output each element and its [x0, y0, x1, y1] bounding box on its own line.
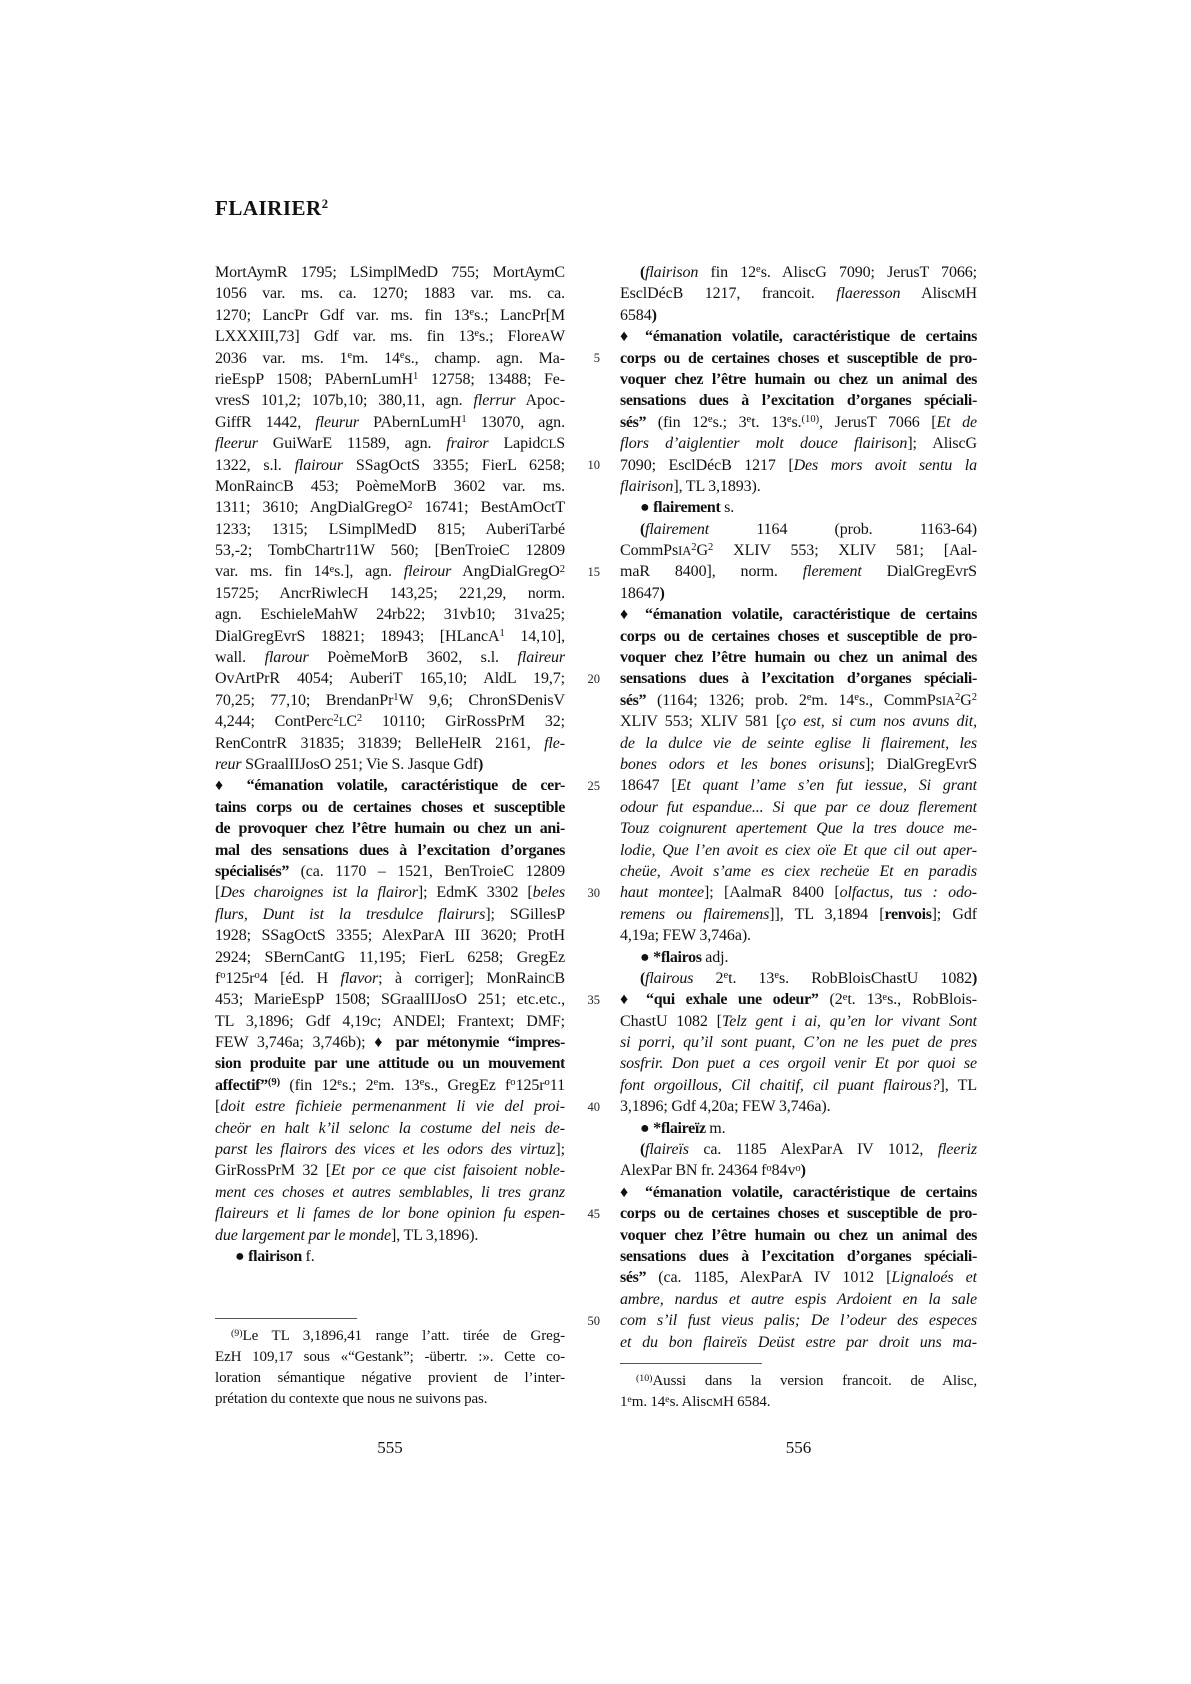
left-column-line: 4,244; $ContPerc^2LC^2$ 10110; GirRossPrM 32; — [215, 713, 565, 731]
right-column-line: 4,19a; FEW 3,746a). — [620, 927, 751, 945]
left-column-line: 1311; 3610; AngDialGregO$^2$ 16741; BestAmOctT — [215, 499, 565, 517]
right-column-line: maR 8400], norm. flerement DialGregEvrS — [620, 563, 977, 581]
right-column-line: AlexPar BN fr. 24364 $f^o84v^o$) — [620, 1162, 806, 1180]
left-column-line: due largement par le monde], TL 3,1896). — [215, 1226, 479, 1244]
left-column-line: 2924; SBernCantG 11,195; FierL 6258; GregEz — [215, 948, 565, 966]
right-column-line: (flaireïs ca. 1185 AlexParA IV 1012, fleeriz — [640, 1141, 977, 1159]
left-column-line: vresS 101,2; 107b,10; 380,11, agn. flerrur Apoc- — [215, 392, 565, 410]
right-column-line: font orgoillous, Cil chaitif, cil puant flairous?], TL — [620, 1076, 977, 1094]
footnote-line: prétation du contexte que nous ne suivons pas. — [215, 1391, 488, 1407]
left-column-line: GirRossPrM 32 [Et por ce que cist faisoient noble- — [215, 1162, 565, 1180]
left-column-line: rieEspP 1508; PAbernLumH$^1$ 12758; 13488; Fe- — [215, 370, 565, 388]
footnote-separator-left — [215, 1318, 357, 1319]
right-column-line: sés” (ca. 1185, AlexParA IV 1012 [Lignaloés et — [620, 1269, 977, 1287]
line-number: 40 — [587, 1099, 600, 1114]
page-headword — [215, 196, 328, 220]
right-column-line: 6584) — [620, 306, 657, 324]
right-column-line: sensations dues à l’excitation d’organes spéciali- — [620, 670, 977, 688]
left-column-line: MonRainCB 453; PoèmeMorB 3602 var. ms. — [215, 477, 565, 495]
left-column-line: 1270; LancPr Gdf var. ms. fin 13es.; LancPr[M — [215, 306, 565, 324]
left-column-line: flaireurs et li fames de lor bone opinion fu espen- — [215, 1205, 565, 1223]
right-column-line: ● *flaireïz m. — [640, 1119, 726, 1137]
left-column-line: ♦ “émanation volatile, caractéristique de cer- — [215, 777, 565, 795]
right-column-line: 18647 [Et quant l’ame s’en fut iessue, Si grant — [620, 777, 977, 795]
left-column-line: 1233; 1315; LSimplMedD 815; AuberiTarbé — [215, 520, 565, 538]
right-column-line: EsclDécB 1217, francoit. flaeresson AliscMH — [620, 285, 977, 303]
left-column-line: RenContrR 31835; 31839; BelleHelR 2161, fle- — [215, 734, 565, 752]
right-column-line: (flairous 2et. 13es. RobBloisChastU 1082) — [640, 969, 977, 987]
line-number: 45 — [587, 1206, 600, 1221]
right-column-line: de la dulce vie de seinte eglise li flairement, les — [620, 734, 977, 752]
left-column-line: LXXXIII,73] Gdf var. ms. fin 13es.; FloreAW — [215, 328, 565, 346]
right-column-line: voquer chez l’être humain ou chez un animal des — [620, 649, 977, 667]
right-column-line: 3,1896; Gdf 4,20a; FEW 3,746a). — [620, 1098, 831, 1116]
left-column-line: [Des charoignes ist la flairor]; EdmK 3302 [beles — [215, 884, 565, 902]
page-number-right: 556 — [785, 1438, 812, 1457]
left-column-line: de provoquer chez l’être humain ou chez un ani- — [215, 820, 565, 838]
right-column-line: et du bon flaireïs Deüst estre par droit uns ma- — [620, 1333, 977, 1351]
left-column-line: OvArtPrR 4054; AuberiT 165,10; AldL 19,7; — [215, 670, 565, 688]
right-column-line: flors d’aiglentier molt douce flairison]; AliscG — [620, 435, 977, 453]
right-column-line: si porri, qu’il sont puant, C’on ne les puet de pres — [620, 1034, 977, 1052]
line-number: 35 — [587, 992, 600, 1007]
right-column-line: com s’il fust vieus palis; De l’odeur des especes — [620, 1312, 977, 1330]
right-column-line: odour fut espandue... Si que par ce douz flerement — [620, 798, 977, 816]
right-column-line: lodie, Que l’en avoit es ciex oïe Et que cil out aper- — [620, 841, 977, 859]
right-column-line: sosfrir. Don puet a ces orgoil venir Et por quoi se — [620, 1055, 977, 1073]
right-column-line: 7090; EsclDécB 1217 [Des mors avoit sentu la — [620, 456, 977, 474]
line-number: 25 — [587, 778, 600, 793]
right-column-line: Touz coignurent apertement Que la tres douce me- — [620, 820, 977, 838]
left-column-line: $f^o125r^o4$ [éd. H flavor; à corriger]; MonRainCB — [215, 969, 565, 987]
right-column-line: (flairement 1164 (prob. 1163-64) — [640, 520, 977, 538]
right-column — [620, 262, 977, 1353]
left-column-line: 53,-2; TombChartr11W 560; [BenTroieC 12809 — [215, 542, 565, 560]
line-number: 30 — [587, 885, 600, 900]
right-column-line: corps ou de certaines choses et susceptible de pro- — [620, 627, 977, 645]
left-column-line: reur SGraalIIJosO 251; Vie S. Jasque Gdf) — [215, 755, 483, 773]
gutter-line-numbers — [570, 262, 600, 1362]
right-column-line: remens ou flairemens]], TL 3,1894 [renvois]; Gdf — [620, 905, 977, 923]
footnote-separator-right — [620, 1363, 762, 1364]
headword-superscript: 2 — [321, 197, 328, 212]
right-column-line: flairison], TL 3,1893). — [620, 477, 761, 495]
right-column-line: sés” (1164; 1326; prob. 2em. 14es., $CommPsIA^2G^2$ — [620, 691, 977, 709]
left-column-line: ● flairison f. — [235, 1247, 315, 1265]
right-column-line: cheüe, Avoit s’ame es ciex recheüe Et en paradis — [620, 862, 977, 880]
footnote-line: EzH 109,17 sous «“Gestank”; -übertr. :». Cette co- — [215, 1349, 565, 1365]
left-column-line: affectif”$^{(9)}$ (fin 12es.; 2em. 13es., GregEz $f^o125r^o11$ — [215, 1076, 565, 1094]
right-column-line: (flairison fin 12es. AliscG 7090; JerusT 7066; — [640, 264, 977, 281]
footnote-line: $^{(10)}$Aussi dans la version francoit. de Alisc, — [636, 1372, 977, 1389]
left-column-line: DialGregEvrS 18821; 18943; [HLancA$^1$ 14,10], — [215, 627, 565, 645]
footnote-right — [620, 1371, 977, 1413]
right-column-line: ChastU 1082 [Telz gent i ai, qu’en lor vivant Sont — [620, 1012, 977, 1030]
right-column-line: ♦ “qui exhale une odeur” (2et. 13es., RobBlois- — [620, 991, 977, 1009]
left-column-line: 453; MarieEspP 1508; SGraalIIJosO 251; etc.etc., — [215, 991, 565, 1009]
line-number: 20 — [587, 671, 600, 686]
left-column-line: 1056 var. ms. ca. 1270; 1883 var. ms. ca. — [215, 285, 565, 303]
right-column-line: ♦ “émanation volatile, caractéristique de certains — [620, 328, 977, 346]
left-column-line: flurs, Dunt ist la tresdulce flairurs]; SGillesP — [215, 905, 565, 923]
left-column-line: 15725; AncrRiwleCH 143,25; 221,29, norm. — [215, 584, 565, 602]
left-column-line: ment ces choses et autres semblables, li tres granz — [215, 1183, 565, 1201]
right-column-line: sensations dues à l’excitation d’organes spéciali- — [620, 392, 977, 410]
left-column-line: MortAymR 1795; LSimplMedD 755; MortAymC — [215, 264, 565, 281]
left-column-line: var. ms. fin 14es.], agn. fleirour AngDialGregO$^2$ — [215, 563, 565, 581]
right-column-line: haut montee]; [AalmaR 8400 [olfactus, tus : odo- — [620, 884, 977, 902]
left-column-line: agn. EschieleMahW 24rb22; 31vb10; 31va25; — [215, 606, 565, 624]
line-number: 10 — [587, 457, 600, 472]
page-number-left: 555 — [377, 1438, 403, 1457]
right-column-line: bones odors et les bones orisuns]; DialGregEvrS — [620, 755, 977, 773]
right-column-line: $CommPsIA^2G^2$ XLIV 553; XLIV 581; [Aal- — [620, 542, 977, 560]
left-column-line: 1928; SSagOctS 3355; AlexParA III 3620; ProtH — [215, 927, 565, 945]
left-column-line: parst les flairors des vices et les odors des virtuz]; — [215, 1141, 565, 1159]
line-number: 5 — [593, 350, 600, 365]
right-column-line: ambre, nardus et autre espis Ardoient en la sale — [620, 1290, 977, 1308]
left-column-line: cheör en halt k’il selonc la costume del neis de- — [215, 1119, 565, 1137]
left-column-line: sion produite par une attitude ou un mouvement — [215, 1055, 565, 1073]
headword-text: FLAIRIER — [215, 196, 322, 220]
footnote-line: loration sémantique négative provient de l’inter- — [215, 1370, 565, 1386]
right-column-line: 18647) — [620, 584, 665, 602]
left-column-line: [doit estre fichieie permenanment li vie del proi- — [215, 1098, 565, 1116]
left-column-line: wall. flarour PoèmeMorB 3602, s.l. flaireur — [215, 649, 565, 667]
right-column-line: ♦ “émanation volatile, caractéristique de certains — [620, 1183, 977, 1201]
left-column-line: 1322, s.l. flairour SSagOctS 3355; FierL 6258; — [215, 456, 565, 474]
left-column-line: fleerur GuiWarE 11589, agn. frairor LapidCLS — [215, 435, 565, 453]
line-number: 15 — [587, 564, 600, 579]
left-column-line: 70,25; 77,10; BrendanPr$^1$W 9,6; ChronSDenisV — [215, 691, 565, 709]
right-column-line: corps ou de certaines choses et susceptible de pro- — [620, 349, 977, 367]
left-column-line: TL 3,1896; Gdf 4,19c; ANDEl; Frantext; DMF; — [215, 1012, 565, 1030]
left-column-line: spécialisés” (ca. 1170 – 1521, BenTroieC 12809 — [215, 862, 565, 880]
left-column — [215, 262, 565, 1267]
left-column-line: mal des sensations dues à l’excitation d’organes — [215, 841, 565, 859]
footnote-left — [215, 1326, 565, 1410]
footnote-line: $^{(9)}$Le TL 3,1896,41 range l’att. tirée de Greg- — [231, 1327, 565, 1344]
right-column-line: ● flairement s. — [640, 499, 735, 517]
left-column-line: tains corps ou de certaines choses et susceptible — [215, 798, 565, 816]
left-column-line: FEW 3,746a; 3,746b); ♦ par métonymie “impres- — [215, 1034, 565, 1052]
right-column-line: XLIV 553; XLIV 581 [ço est, si cum nos avuns dit, — [620, 713, 977, 731]
right-column-line: ● *flairos adj. — [640, 948, 729, 966]
right-column-line: voquer chez l’être humain ou chez un animal des — [620, 370, 977, 388]
right-column-line: ♦ “émanation volatile, caractéristique de certains — [620, 606, 977, 624]
footnote-line: 1em. 14es. AliscMH 6584. — [620, 1393, 771, 1410]
left-column-line: 2036 var. ms. 1em. 14es., champ. agn. Ma- — [215, 349, 565, 367]
right-column-line: corps ou de certaines choses et susceptible de pro- — [620, 1205, 977, 1223]
right-column-line: sensations dues à l’excitation d’organes spéciali- — [620, 1247, 977, 1265]
right-column-line: sés” (fin 12es.; 3et. 13es.$^{(10)}$, JerusT 7066 [Et de — [620, 413, 977, 431]
right-column-line: voquer chez l’être humain ou chez un animal des — [620, 1226, 977, 1244]
line-number: 50 — [587, 1313, 600, 1328]
left-column-line: GiffR 1442, fleurur PAbernLumH$^1$ 13070, agn. — [215, 413, 565, 431]
